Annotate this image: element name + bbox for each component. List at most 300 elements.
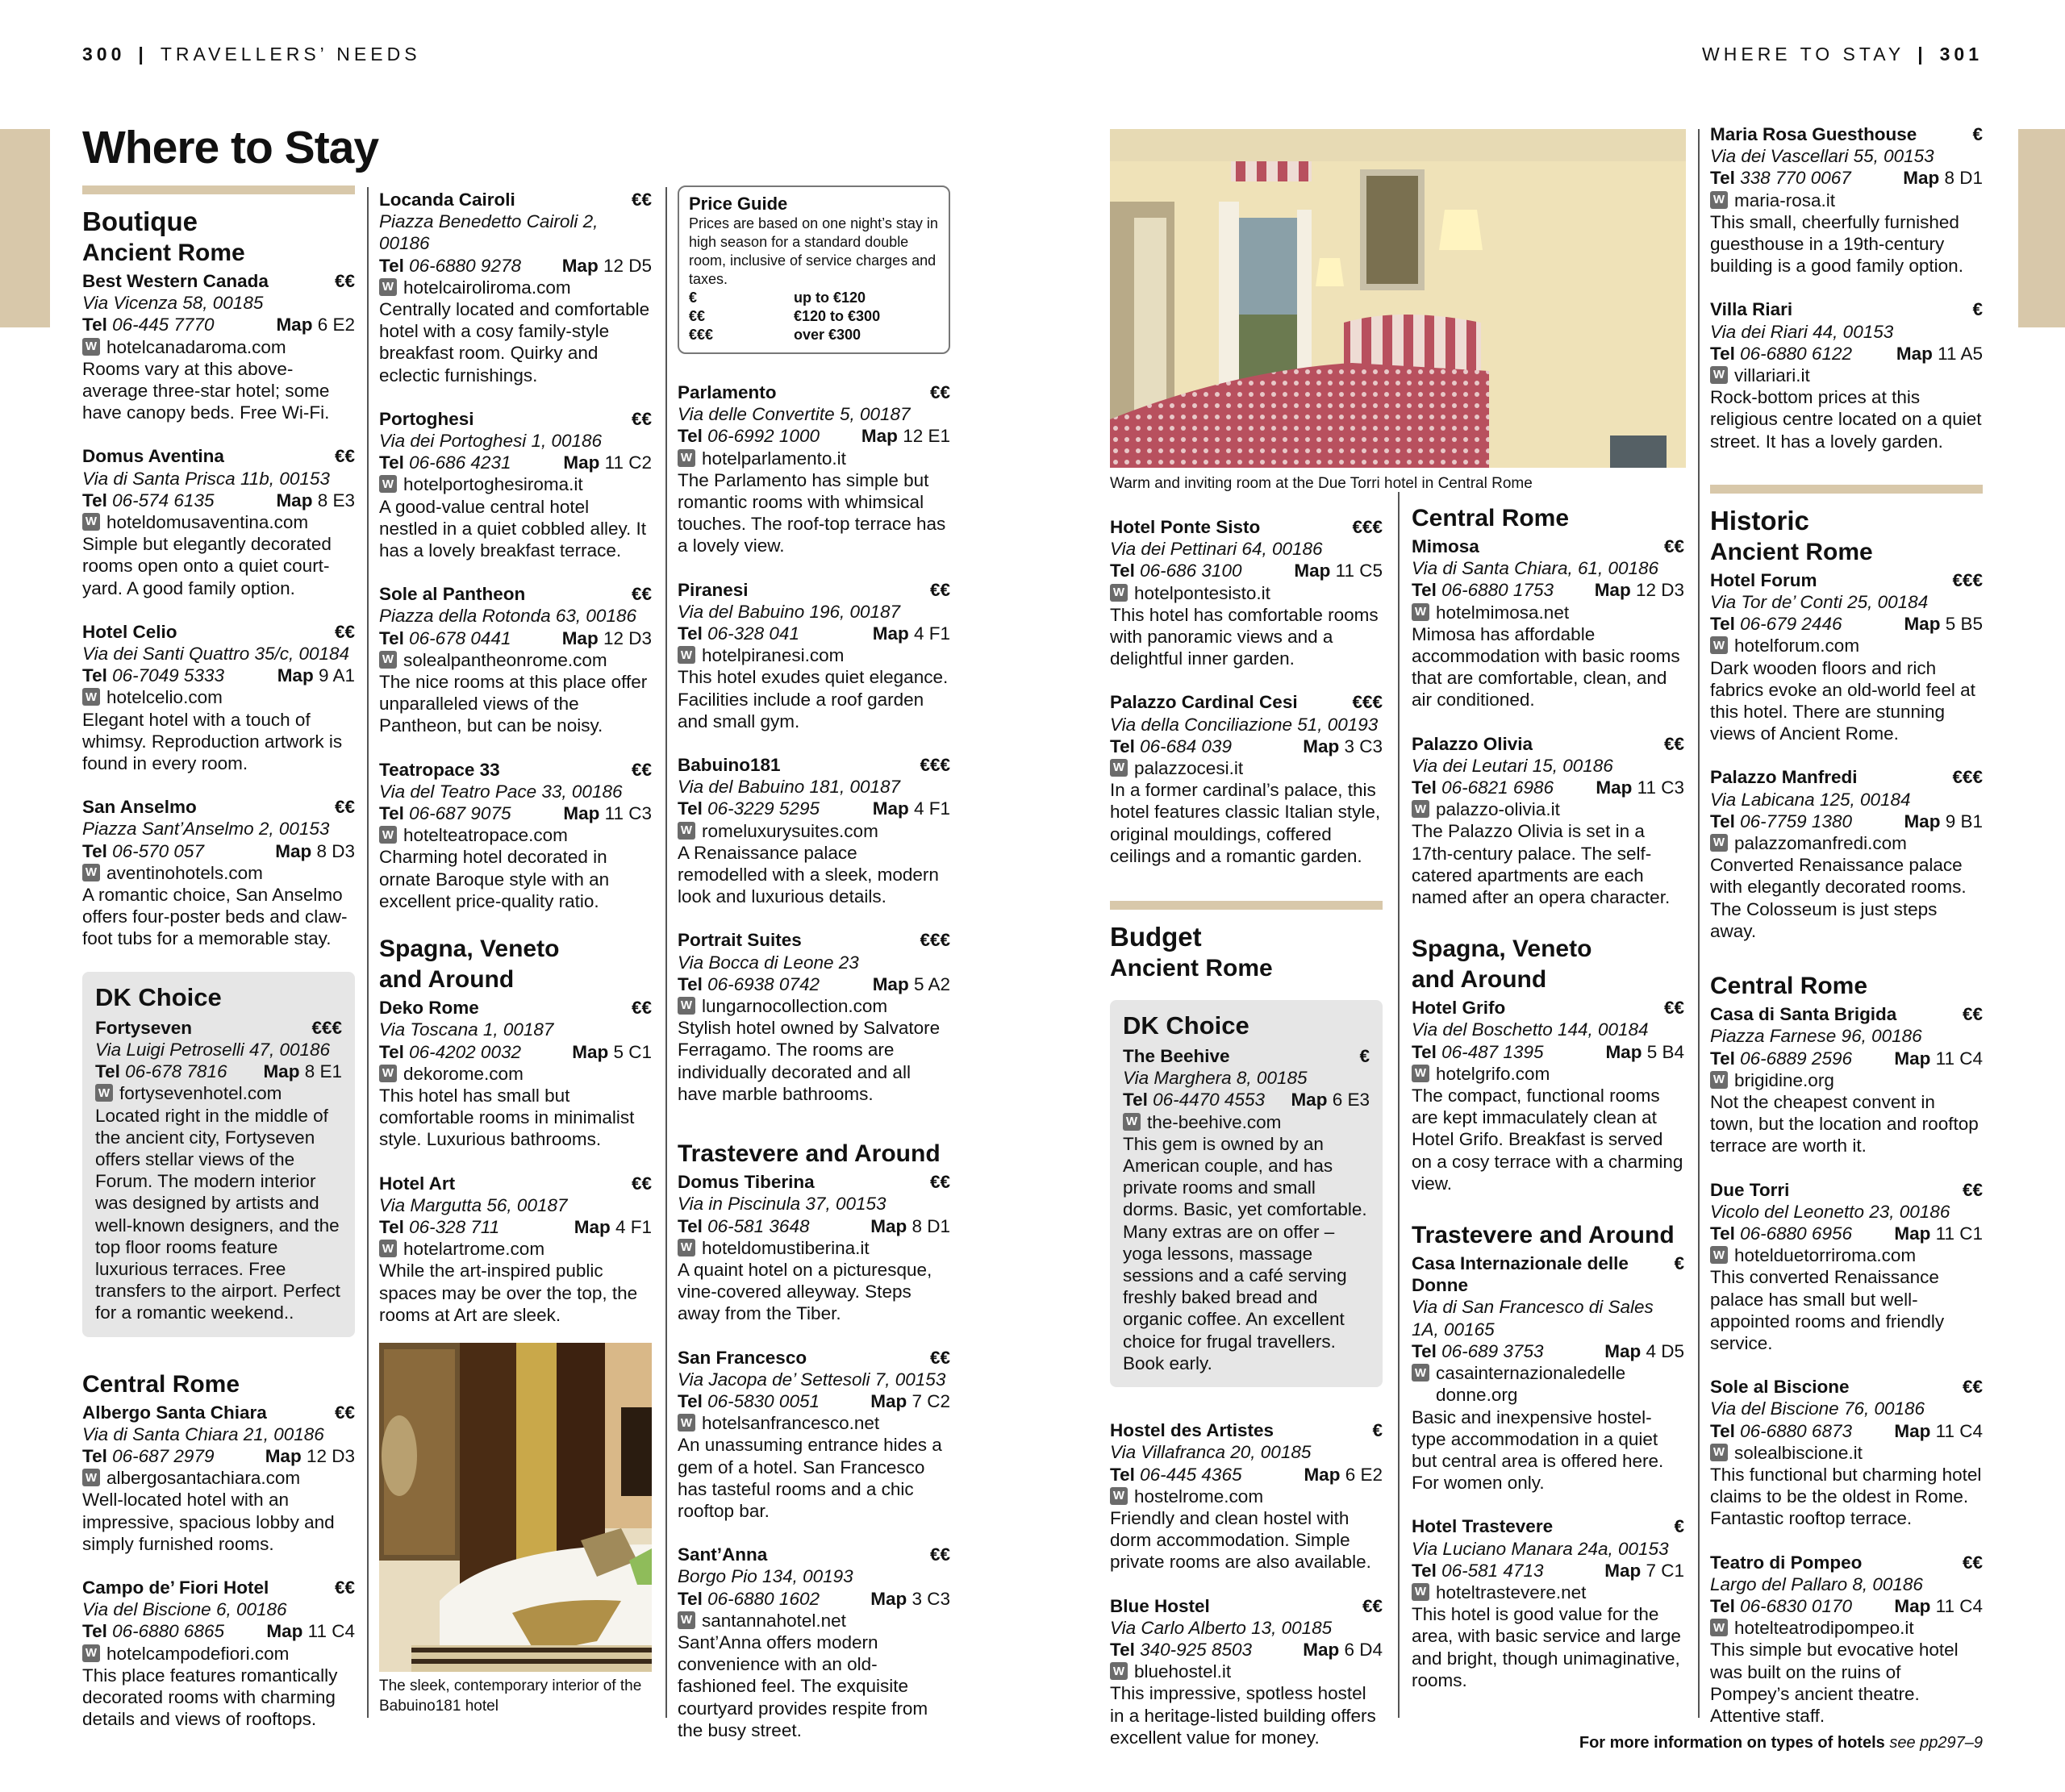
hotel-name-row: [1412, 1252, 1684, 1296]
hotel-description: The nice rooms at this place offer unparalleled views of the Pantheon, but can be noisy.: [379, 672, 648, 736]
hotel-contact-row: [379, 255, 652, 277]
website-icon: W: [379, 1065, 397, 1082]
hotel-description: The Parlamento has simple but romantic rooms with whimsical touches. The roof-top terrace has a lovely view.: [678, 469, 946, 556]
hotel-description: This small, cheerfully furnished guesthouse in a 19th-century building is a good family option.: [1710, 211, 1963, 277]
subheading-ancient-rome: Ancient Rome: [1110, 955, 1273, 982]
hotel-contact-row: [82, 840, 355, 862]
hotel-map-ref: 11 C2: [604, 452, 652, 473]
hotel-address: Via dei Leutari 15, 00186: [1412, 755, 1613, 776]
website-icon: W: [678, 449, 695, 467]
hotel-address: Via del Boschetto 144, 00184: [1412, 1019, 1649, 1040]
website-icon: W: [1412, 603, 1429, 621]
hotel-website-link[interactable]: aventinohotels.com: [106, 862, 263, 883]
price-symbol: €€: [689, 308, 706, 324]
hotel-map-ref: 8 D1: [1944, 168, 1983, 189]
subheading-ancient-rome: Ancient Rome: [1710, 538, 1873, 565]
column-1: [82, 185, 355, 1752]
hotel-name: Palazzo Manfredi: [1710, 767, 1858, 788]
hotel-name-row: [1710, 569, 1983, 591]
hotel-map-ref: 12 D3: [1635, 580, 1684, 601]
hotel-phone: 06-581 4713: [1441, 1560, 1544, 1581]
hotel-website-link[interactable]: hotelcampodefiori.com: [106, 1643, 290, 1664]
hotel-website-row: [379, 473, 652, 495]
hotel-website-link[interactable]: palazzocesi.it: [1134, 758, 1244, 779]
hotel-contact-row: [1710, 613, 1983, 635]
hotel-name-row: [1110, 1595, 1383, 1617]
hotel-address: Via del Biscione 76, 00186: [1710, 1398, 1925, 1419]
hotel-name-row: [82, 1577, 355, 1598]
hotel-website-row: [1710, 832, 1983, 854]
map-label: Map: [561, 627, 599, 648]
dk-choice-title: DK Choice: [1123, 1011, 1249, 1040]
hotel-name-row: [678, 381, 950, 403]
map-label: Map: [574, 1216, 611, 1237]
hotel-website-link[interactable]: hoteldomusaventina.com: [106, 512, 309, 533]
hotel-description: Not the cheapest convent in town, but the location and rooftop terrace are worth it.: [1710, 1091, 1979, 1156]
hotel-name: Locanda Cairoli: [379, 190, 515, 210]
hotel-phone: 06-6992 1000: [707, 426, 820, 447]
hotel-entry: [1123, 1045, 1370, 1374]
hotel-name: Teatro di Pompeo: [1710, 1552, 1863, 1573]
website-icon: W: [678, 997, 695, 1015]
hotel-contact-row: [1110, 560, 1383, 581]
hotel-website-link[interactable]: hotelduetorriroma.com: [1734, 1245, 1917, 1266]
hotel-website-link[interactable]: casainternazionaledelle donne.org: [1436, 1363, 1626, 1406]
hotel-phone: 06-487 1395: [1441, 1041, 1544, 1062]
website-icon: W: [678, 646, 695, 664]
website-icon: W: [678, 1414, 695, 1432]
hotel-address: Via dei Pettinari 64, 00186: [1110, 539, 1323, 560]
hotel-website-link[interactable]: maria-rosa.it: [1734, 190, 1836, 210]
header-separator: |: [1917, 44, 1927, 65]
hotel-entry: [1110, 1419, 1383, 1573]
section-heading-boutique: Boutique: [82, 206, 198, 236]
hotel-description: This place features romantically decorated rooms with charming details and views of rooftops.: [82, 1665, 338, 1730]
column-divider: [665, 187, 667, 1718]
hotel-phone: 06-3229 5295: [707, 798, 820, 819]
price-band: €€€: [1352, 517, 1383, 537]
hotel-website-link[interactable]: hostelrome.com: [1134, 1486, 1264, 1507]
hotel-website-row: [1710, 190, 1983, 211]
price-band: €€: [929, 1347, 950, 1368]
hotel-name-row: [1710, 1179, 1983, 1201]
tel-label: Tel: [1710, 811, 1735, 831]
hotel-phone: 06-6880 9278: [409, 255, 521, 276]
footer-text: For more information on types of hotels: [1579, 1734, 1885, 1752]
hotel-map-ref: 11 C3: [604, 803, 652, 824]
section-rule: [1710, 485, 1983, 494]
hotel-website-link[interactable]: solealpantheonrome.com: [403, 649, 607, 670]
hotel-contact-row: [678, 1588, 950, 1610]
hotel-name-row: [95, 1017, 342, 1039]
hotel-map-ref: 5 C1: [613, 1041, 652, 1062]
hotel-name: Sant’Anna: [678, 1544, 768, 1565]
hotel-name-row: [1710, 123, 1983, 145]
hotel-description: A quaint hotel on a picturesque, vine-covered alleyway. Steps away from the Tiber.: [678, 1259, 932, 1324]
website-icon: W: [379, 278, 397, 296]
hotel-website-row: [379, 649, 652, 671]
hotel-address: Vicolo del Leonetto 23, 00186: [1710, 1201, 1950, 1222]
hotel-website-link[interactable]: hotelpontesisto.it: [1134, 582, 1270, 603]
hotel-website-row: [379, 1238, 652, 1260]
website-icon: W: [1710, 1444, 1728, 1461]
price-band: €€: [1962, 1552, 1983, 1573]
hotel-address: Via Luciano Manara 24a, 00153: [1412, 1538, 1669, 1559]
hotel-description: This gem is owned by an American couple, and has private rooms and small dorms. Basic, yet comfortable. Many extras are on offer – yoga lessons, massage sessions and a café serving freshly baked bread and organic coffee. An excellent choice for frugal travellers. Book early.: [1123, 1133, 1367, 1373]
hotel-website-row: [1412, 1362, 1684, 1406]
hotel-website-link[interactable]: hotelcairoliroma.com: [403, 277, 571, 298]
hotel-name: San Francesco: [678, 1347, 807, 1368]
hotel-phone: 06-328 711: [409, 1216, 500, 1237]
hotel-website-row: [1710, 1244, 1983, 1266]
hotel-contact-row: [1710, 1048, 1983, 1069]
babuino-photo-illustration: [379, 1343, 652, 1672]
hotel-phone: 06-689 3753: [1441, 1340, 1544, 1361]
hotel-map-ref: 6 D4: [1344, 1639, 1383, 1660]
hotel-website-link[interactable]: villariari.it: [1734, 365, 1810, 386]
hotel-phone: 06-686 4231: [409, 452, 511, 473]
hotel-description: This simple but evocative hotel was built on the ruins of Pompey’s ancient theatre. Attentive staff.: [1710, 1640, 1959, 1726]
hotel-website-link[interactable]: bluehostel.it: [1134, 1661, 1232, 1682]
price-band: €€: [1362, 1595, 1383, 1616]
column-2: [379, 189, 652, 1348]
tel-label: Tel: [1412, 1041, 1437, 1062]
hotel-description: An unassuming entrance hides a gem of a hotel. San Francesco has tasteful rooms and a chic rooftop bar.: [678, 1435, 942, 1521]
website-icon: W: [678, 1239, 695, 1256]
hotel-entry: [1412, 1252, 1684, 1494]
column-4: [1110, 516, 1383, 1770]
hotel-entry: [379, 1173, 652, 1326]
price-band: €€: [929, 1544, 950, 1565]
hotel-phone: 06-445 7770: [112, 315, 215, 335]
due-torri-photo-illustration: [1110, 129, 1686, 468]
hotel-name: Hotel Ponte Sisto: [1110, 517, 1261, 537]
hotel-phone: 06-7049 5333: [112, 665, 224, 686]
hotel-contact-row: [95, 1061, 342, 1082]
hotel-name-row: [1412, 997, 1684, 1019]
map-label: Map: [277, 665, 314, 686]
hotel-entry: [1710, 1376, 1983, 1529]
hotel-name: Hotel Art: [379, 1173, 456, 1194]
hotel-entry: [1110, 691, 1383, 867]
hotel-website-link[interactable]: dekorome.com: [403, 1063, 524, 1084]
hotel-address: Via Bocca di Leone 23: [678, 952, 859, 973]
hotel-name: Campo de’ Fiori Hotel: [82, 1577, 269, 1598]
website-icon: W: [1412, 800, 1429, 818]
hotel-name: Casa di Santa Brigida: [1710, 1004, 1897, 1025]
price-symbol: €€€: [689, 327, 714, 343]
hotel-contact-row: [379, 1216, 652, 1238]
hotel-address: Via Tor de’ Conti 25, 00184: [1710, 592, 1929, 613]
map-label: Map: [872, 973, 909, 994]
hotel-map-ref: 7 C2: [912, 1390, 950, 1411]
hotel-entry: [678, 381, 950, 557]
section-heading-historic: Historic: [1710, 505, 1809, 536]
website-icon: W: [1710, 366, 1728, 384]
hotel-phone: 06-328 041: [707, 623, 799, 644]
price-band: €€: [1962, 1004, 1983, 1025]
website-icon: W: [379, 826, 397, 844]
hotel-website-row: [1710, 635, 1983, 656]
tel-label: Tel: [1110, 1464, 1135, 1485]
hotel-phone: 06-6880 6956: [1740, 1223, 1852, 1244]
hotel-name: Hostel des Artistes: [1110, 1420, 1274, 1441]
price-guide-text: Prices are based on one night’s stay in high season for a standard double room, inclusive of service charges and taxes.: [689, 215, 938, 287]
hotel-entry: [379, 759, 652, 912]
price-guide-row: [689, 326, 941, 344]
left-edge-tab: [0, 129, 50, 327]
hotel-website-link[interactable]: hoteldomustiberina.it: [702, 1237, 870, 1258]
hotel-name-row: [379, 408, 652, 430]
tel-label: Tel: [1412, 1340, 1437, 1361]
hotel-website-link[interactable]: brigidine.org: [1734, 1069, 1834, 1090]
hotel-map-ref: 12 E1: [903, 426, 950, 447]
hotel-description: Rooms vary at this above-average three-star hotel; some have canopy beds. Free Wi-Fi.: [82, 358, 330, 423]
hotel-website-link[interactable]: hotelgrifo.com: [1436, 1063, 1550, 1084]
hotel-map-ref: 9 B1: [1945, 811, 1983, 831]
hotel-name: Fortyseven: [95, 1017, 193, 1038]
hotel-website-link[interactable]: hotelsanfrancesco.net: [702, 1413, 880, 1434]
hotel-name: Hotel Grifo: [1412, 998, 1506, 1019]
hotel-contact-row: [1710, 1223, 1983, 1244]
hotel-map-ref: 6 E2: [317, 315, 355, 335]
hotel-description: Simple but elegantly decorated rooms open onto a quiet court-yard. A good family option.: [82, 534, 332, 598]
footer-note: [1579, 1734, 1983, 1752]
price-band: €€: [929, 579, 950, 600]
hotel-contact-row: [1710, 811, 1983, 832]
website-icon: W: [379, 475, 397, 493]
hotel-website-link[interactable]: romeluxurysuites.com: [702, 820, 878, 841]
left-section-title: TRAVELLERS’ NEEDS: [160, 44, 421, 65]
hotel-entry: [678, 1171, 950, 1324]
price-band: €€: [631, 408, 652, 429]
map-label: Map: [1896, 343, 1933, 364]
tel-label: Tel: [678, 426, 703, 447]
hotel-map-ref: 11 C1: [1935, 1223, 1983, 1244]
hotel-description: This functional but charming hotel claims to be the oldest in Rome. Fantastic rooftop terrace.: [1710, 1464, 1982, 1529]
hotel-address: Via di San Francesco di Sales 1A, 00165: [1412, 1297, 1654, 1340]
hotel-name: Casa Internazionale delle Donne: [1412, 1253, 1629, 1296]
map-label: Map: [861, 426, 898, 447]
hotel-website-link[interactable]: hotelportoghesiroma.it: [403, 474, 583, 495]
hotel-website-link[interactable]: hotelteatropace.com: [403, 825, 568, 846]
hotel-name: Domus Aventina: [82, 446, 224, 467]
website-icon: W: [95, 1084, 113, 1102]
hotel-contact-row: [1710, 1595, 1983, 1617]
tel-label: Tel: [1110, 736, 1135, 756]
hotel-website-link[interactable]: fortysevenhotel.com: [119, 1083, 282, 1104]
due-torri-hotel-photo: [1110, 129, 1686, 468]
hotel-website-row: [379, 277, 652, 298]
website-icon: W: [1412, 1065, 1429, 1082]
hotel-name: Hotel Forum: [1710, 569, 1817, 590]
subheading-trastevere: Trastevere and Around: [678, 1140, 941, 1168]
hotel-map-ref: 12 D3: [306, 1445, 355, 1466]
price-band: €€€: [920, 755, 950, 776]
map-label: Map: [870, 1588, 907, 1609]
hotel-entry: [379, 189, 652, 386]
hotel-website-link[interactable]: hotelparlamento.it: [702, 448, 846, 469]
hotel-name: Albergo Santa Chiara: [82, 1402, 267, 1423]
hotel-website-link[interactable]: palazzo-olivia.it: [1436, 799, 1560, 820]
hotel-address: Via Jacopa de’ Settesoli 7, 00153: [678, 1369, 946, 1390]
hotel-name: Parlamento: [678, 382, 777, 402]
price-band: €€€: [311, 1017, 342, 1038]
hotel-name: Babuino181: [678, 755, 781, 776]
hotel-website-link[interactable]: hotelcanadaroma.com: [106, 336, 286, 357]
hotel-map-ref: 9 A1: [318, 665, 355, 686]
hotel-address: Borgo Pio 134, 00193: [678, 1566, 853, 1587]
price-band: €€: [1663, 536, 1684, 556]
price-range: over €300: [794, 327, 861, 343]
hotel-map-ref: 5 B4: [1646, 1041, 1684, 1062]
hotel-map-ref: 12 D5: [603, 255, 652, 276]
hotel-entry: [1412, 536, 1684, 711]
website-icon: W: [1110, 1487, 1128, 1505]
price-band: €€: [334, 271, 355, 291]
hotel-website-link[interactable]: the-beehive.com: [1147, 1111, 1282, 1132]
hotel-phone: 06-574 6135: [112, 490, 215, 511]
hotel-website-link[interactable]: hotelteatrodipompeo.it: [1734, 1618, 1914, 1639]
hotel-phone: 06-687 2979: [112, 1445, 215, 1466]
hotel-description: Friendly and clean hostel with dorm accommodation. Simple private rooms are also available.: [1110, 1507, 1371, 1573]
price-guide-row: [689, 307, 941, 326]
hotel-description: Rock-bottom prices at this religious centre located on a quiet street. It has a lovely garden.: [1710, 387, 1982, 452]
website-icon: W: [1710, 1246, 1728, 1264]
hotel-contact-row: [678, 798, 950, 819]
hotel-website-row: [678, 1610, 950, 1632]
hotel-website-row: [1412, 1063, 1684, 1085]
tel-label: Tel: [1710, 1595, 1735, 1616]
hotel-address: Via del Babuino 196, 00187: [678, 601, 901, 622]
hotel-contact-row: [678, 425, 950, 447]
hotel-contact-row: [1412, 777, 1684, 798]
subheading-ancient-rome: Ancient Rome: [82, 240, 245, 266]
hotel-map-ref: 4 F1: [615, 1216, 652, 1237]
hotel-website-link[interactable]: hotelpiranesi.com: [702, 645, 845, 666]
website-icon: W: [1110, 584, 1128, 602]
map-label: Map: [561, 255, 599, 276]
hotel-address: Piazza Benedetto Cairoli 2, 00186: [379, 211, 599, 254]
hotel-entry: [82, 270, 355, 423]
hotel-description: The compact, functional rooms are kept immaculately clean at Hotel Grifo. Breakfast is served on a cosy terrace with a charming view.: [1412, 1086, 1683, 1194]
hotel-website-row: [1412, 1582, 1684, 1603]
babuino-photo-caption: The sleek, contemporary interior of the Babuino181 hotel: [379, 1677, 642, 1715]
map-label: Map: [1894, 1048, 1931, 1069]
map-label: Map: [1904, 811, 1941, 831]
hotel-description: Dark wooden floors and rich fabrics evoke an old-world feel at this hotel. There are stunning views of Ancient Rome.: [1710, 657, 1975, 744]
website-icon: W: [1110, 759, 1128, 777]
hotel-website-row: [1110, 757, 1383, 779]
price-band: €€: [631, 1173, 652, 1194]
tel-label: Tel: [1710, 343, 1735, 364]
map-label: Map: [1604, 1560, 1642, 1581]
hotel-description: Elegant hotel with a touch of whimsy. Reproduction artwork is found in every room.: [82, 709, 343, 774]
hotel-name: San Anselmo: [82, 797, 197, 818]
map-label: Map: [1894, 1223, 1931, 1244]
hotel-contact-row: [1710, 343, 1983, 365]
tel-label: Tel: [82, 1621, 107, 1642]
hotel-name-row: [1710, 1003, 1983, 1025]
column-divider: [367, 187, 369, 1718]
hotel-map-ref: 11 C4: [307, 1621, 355, 1642]
hotel-description: Centrally located and comfortable hotel with a cosy family-style breakfast room. Quirky and eclectic furnishings.: [379, 299, 650, 385]
hotel-website-row: [1110, 1486, 1383, 1507]
hotel-entry: [1412, 733, 1684, 909]
hotel-website-link[interactable]: lungarnocollection.com: [702, 996, 888, 1017]
hotel-website-link[interactable]: hoteltrastevere.net: [1436, 1582, 1587, 1602]
hotel-map-ref: 5 B5: [1945, 614, 1983, 635]
map-label: Map: [563, 803, 600, 824]
hotel-name-row: [1110, 1419, 1383, 1441]
hotel-website-link[interactable]: solealbiscione.it: [1734, 1442, 1863, 1463]
hotel-contact-row: [1710, 167, 1983, 189]
column-5: [1412, 503, 1684, 1713]
tel-label: Tel: [678, 623, 703, 644]
hotel-website-link[interactable]: hotelforum.com: [1734, 636, 1860, 656]
hotel-website-row: [1123, 1111, 1370, 1133]
hotel-website-link[interactable]: hotelcelio.com: [106, 687, 223, 708]
hotel-description: A romantic choice, San Anselmo offers four-poster beds and claw-foot tubs for a memorable stay.: [82, 885, 348, 949]
hotel-entry: [678, 1544, 950, 1741]
price-band: €€: [631, 190, 652, 210]
hotel-website-link[interactable]: albergosantachiara.com: [106, 1468, 301, 1489]
hotel-name-row: [1110, 516, 1383, 538]
hotel-map-ref: 12 D3: [603, 627, 652, 648]
hotel-entry: [678, 579, 950, 732]
hotel-phone: 06-6880 6873: [1740, 1420, 1852, 1441]
hotel-name: Teatropace 33: [379, 759, 500, 780]
hotel-website-link[interactable]: hotelartrome.com: [403, 1239, 545, 1260]
price-band: €€€: [1952, 569, 1983, 590]
hotel-name: Sole al Biscione: [1710, 1377, 1850, 1398]
babuino-hotel-photo: [379, 1343, 652, 1672]
hotel-contact-row: [678, 1390, 950, 1412]
hotel-address: Via in Piscinula 37, 00153: [678, 1194, 886, 1215]
right-running-header: [1702, 44, 1983, 65]
hotel-description: Converted Renaissance palace with elegantly decorated rooms. The Colosseum is just steps away.: [1710, 855, 1967, 941]
price-band: €€: [631, 998, 652, 1019]
hotel-name: Palazzo Olivia: [1412, 733, 1533, 754]
hotel-website-link[interactable]: hotelmimosa.net: [1436, 602, 1570, 623]
hotel-address: Via del Babuino 181, 00187: [678, 777, 901, 798]
tel-label: Tel: [678, 798, 703, 819]
hotel-website-link[interactable]: santannahotel.net: [702, 1610, 846, 1631]
hotel-website-row: [678, 820, 950, 842]
price-band: €€€: [1352, 692, 1383, 713]
price-guide-row: [689, 289, 941, 307]
hotel-map-ref: 3 C3: [912, 1588, 950, 1609]
hotel-website-row: [82, 862, 355, 884]
website-icon: W: [1710, 636, 1728, 654]
hotel-address: Largo del Pallaro 8, 00186: [1710, 1573, 1923, 1594]
map-label: Map: [1904, 614, 1941, 635]
hotel-name: Domus Tiberina: [678, 1172, 815, 1193]
subheading-spagna: Spagna, Veneto and Around: [1412, 936, 1592, 994]
hotel-entry: [1710, 123, 1983, 277]
hotel-website-link[interactable]: palazzomanfredi.com: [1734, 833, 1907, 854]
hotel-phone: 06-4202 0032: [409, 1041, 521, 1062]
hotel-entry: [1710, 569, 1983, 745]
hotel-contact-row: [379, 627, 652, 649]
hotel-address: Via Margutta 56, 00187: [379, 1194, 568, 1215]
hotel-description: Basic and inexpensive hostel-type accommodation in a quiet but central area is offered here. For women only.: [1412, 1407, 1664, 1494]
hotel-website-row: [82, 1467, 355, 1489]
hotel-website-row: [1710, 1069, 1983, 1091]
price-band: €: [1359, 1046, 1370, 1067]
hotel-entry: [1412, 1515, 1684, 1691]
hotel-website-row: [678, 644, 950, 666]
